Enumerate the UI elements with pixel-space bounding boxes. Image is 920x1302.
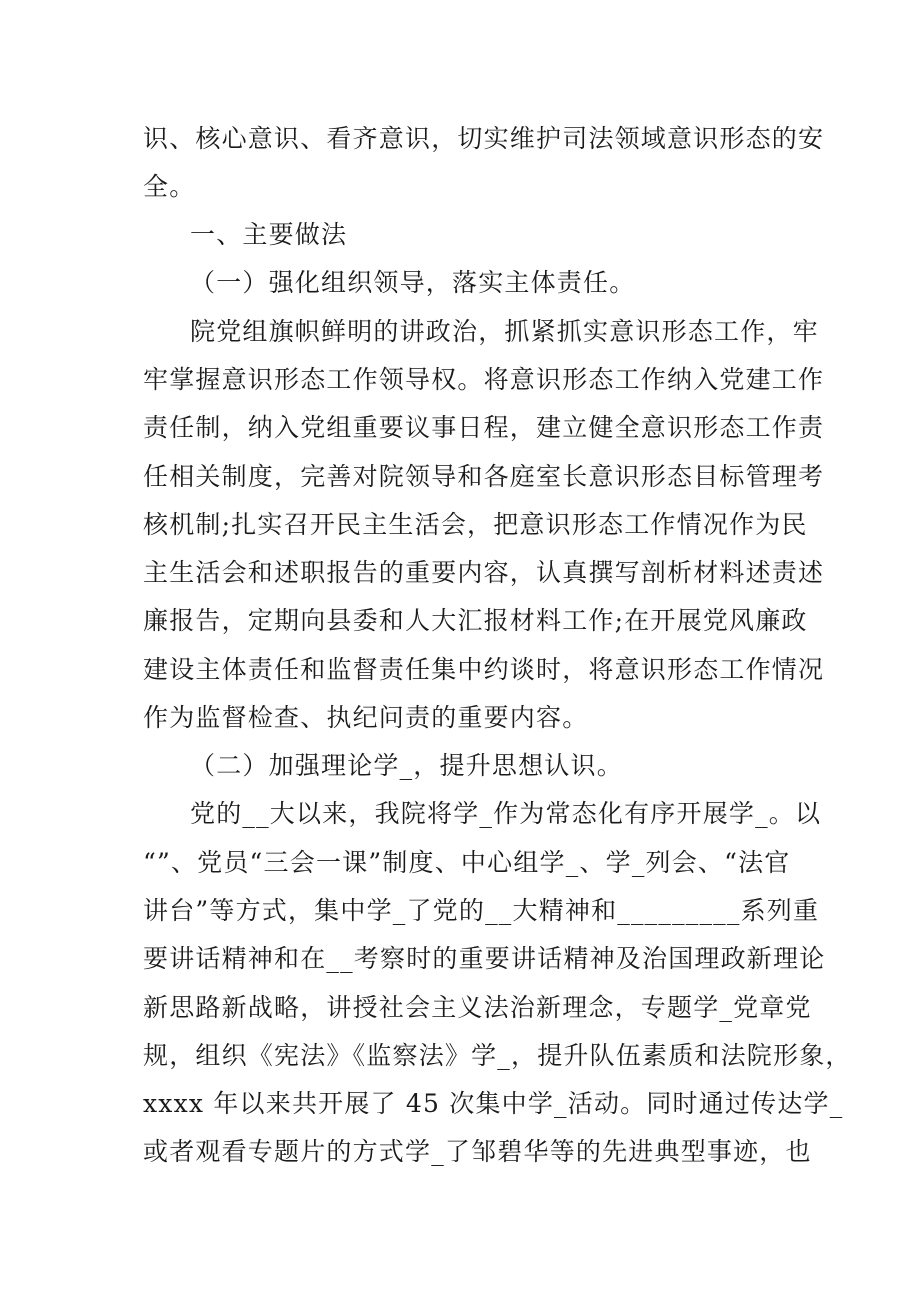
text-line: 规，组织《宪法》《监察法》学_，提升队伍素质和法院形象， [143,1041,852,1070]
text-line: 主生活会和述职报告的重要内容，认真撰写剖析材料述责述 [143,558,825,587]
text-line: 牢掌握意识形态工作领导权。将意识形态工作纳入党建工作 [143,365,825,394]
text-line: xxxx 年以来共开展了 45 次集中学_活动。同时通过传达学_ [143,1089,844,1118]
text-line: 作为监督检查、执纪问责的重要内容。 [143,703,589,732]
text-line: 讲台”等方式，集中学_了党的__大精神和_________系列重 [143,896,820,925]
text-line: 任相关制度，完善对院领导和各庭室长意识形态目标管理考 [143,462,825,491]
text-line: 或者观看专题片的方式学_了邹碧华等的先进典型事迹，也 [143,1137,812,1166]
text-line: 廉报告，定期向县委和人大汇报材料工作;在开展党风廉政 [143,606,808,635]
text-line: 党的__大以来，我院将学_作为常态化有序开展学_。以 [190,799,822,828]
text-line: 要讲话精神和在__考察时的重要讲话精神及治国理政新理论 [143,944,826,973]
text-line: 全。 [143,172,196,201]
text-line: “”、党员“三会一课”制度、中心组学_、学_列会、“法官 [143,848,791,877]
section-heading: 一、主要做法 [190,220,348,249]
text-line: 院党组旗帜鲜明的讲政治，抓紧抓实意识形态工作，牢 [190,317,819,346]
subsection-heading: （二）加强理论学_，提升思想认识。 [190,751,623,780]
text-line: 责任制，纳入党组重要议事日程，建立健全意识形态工作责 [143,413,825,442]
text-line: 新思路新战略，讲授社会主义法治新理念，专题学_党章党 [143,993,812,1022]
text-line: 核机制;扎实召开民主生活会，把意识形态工作情况作为民 [143,510,808,539]
text-line: 识、核心意识、看齐意识，切实维护司法领域意识形态的安 [143,124,825,153]
subsection-heading: （一）强化组织领导，落实主体责任。 [190,268,636,297]
text-line: 建设主体责任和监督责任集中约谈时，将意识形态工作情况 [143,655,825,684]
